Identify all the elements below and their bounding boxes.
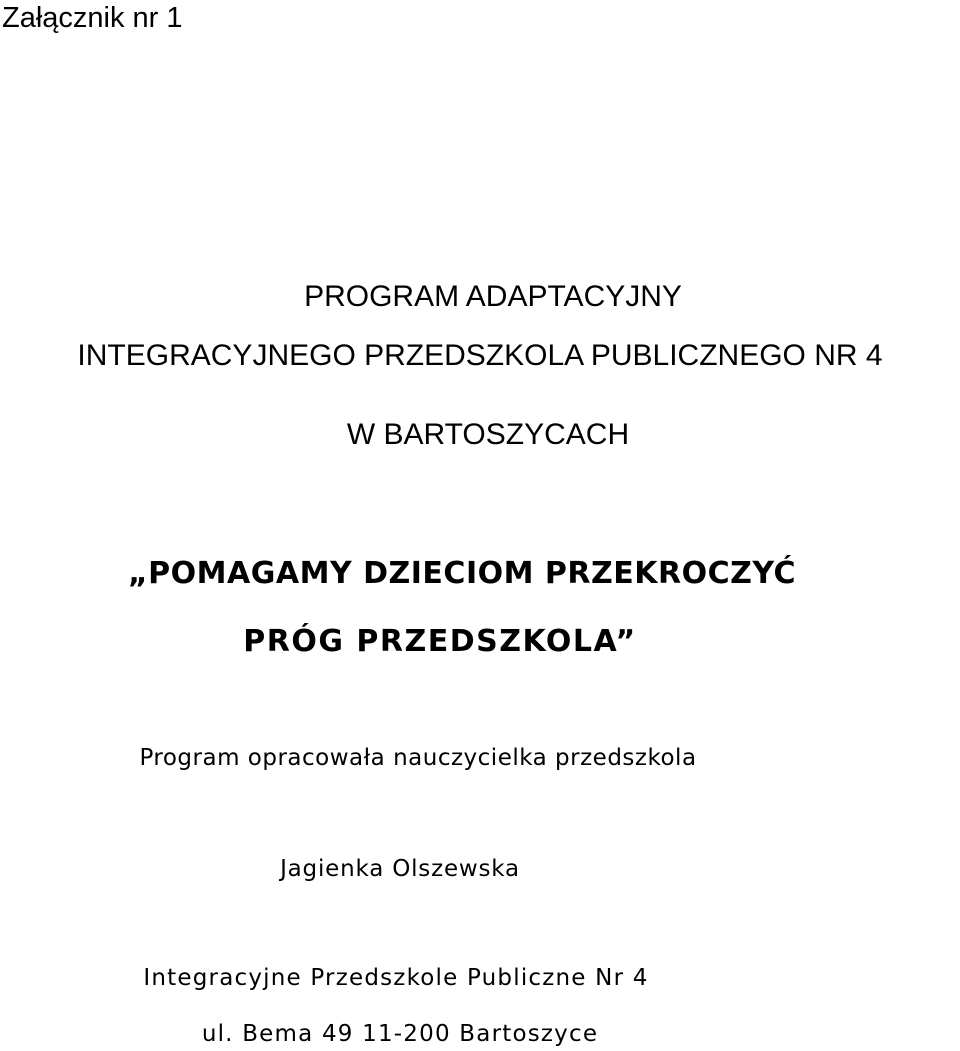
program-title-line-3: W BARTOSZYCACH xyxy=(346,418,630,451)
institution-name: Integracyjne Przedszkole Publiczne Nr 4 xyxy=(143,965,649,991)
attachment-label: Załącznik nr 1 xyxy=(2,2,183,34)
program-title-line-1: PROGRAM ADAPTACYJNY xyxy=(304,280,682,313)
motto-line-1: „POMAGAMY DZIECIOM PRZEKROCZYĆ xyxy=(127,556,797,591)
motto-line-2: PRÓG PRZEDSZKOLA” xyxy=(243,624,637,659)
author-intro: Program opracowała nauczycielka przedszkola xyxy=(139,745,697,771)
institution-address: ul. Bema 49 11-200 Bartoszyce xyxy=(201,1021,599,1047)
program-title-line-2: INTEGRACYJNEGO PRZEDSZKOLA PUBLICZNEGO NR 4 xyxy=(77,339,883,372)
author-name: Jagienka Olszewska xyxy=(280,856,520,882)
